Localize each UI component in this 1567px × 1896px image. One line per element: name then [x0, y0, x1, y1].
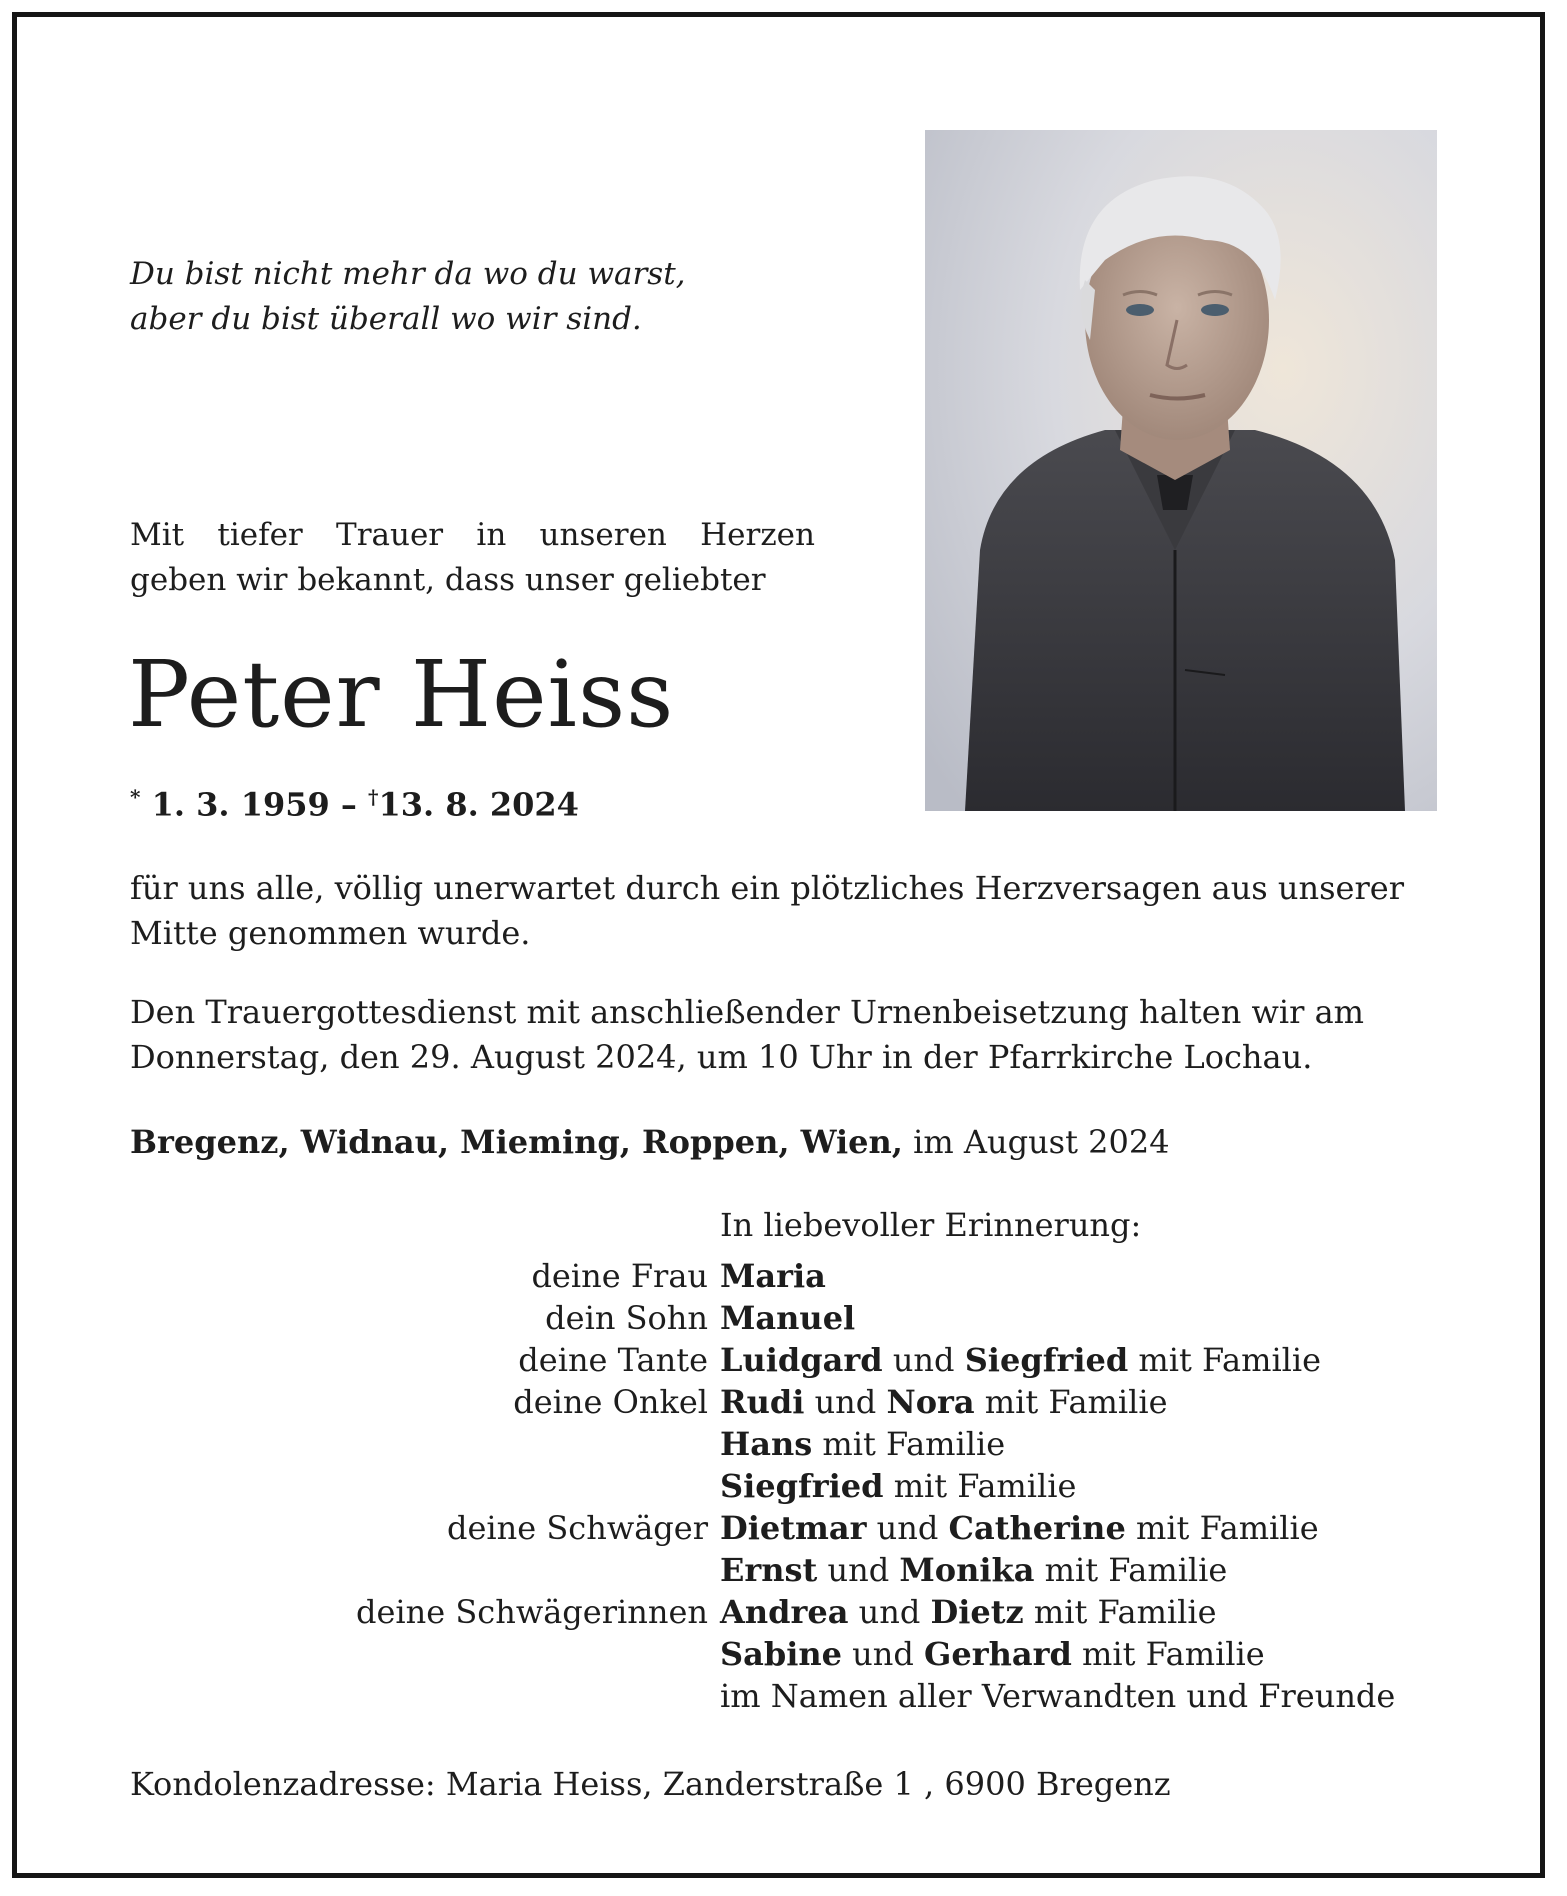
mourner-relation: deine Frau	[531, 1257, 708, 1295]
quote-line-1: Du bist nicht mehr da wo du warst,	[130, 256, 686, 292]
death-date: 13. 8. 2024	[378, 785, 579, 824]
mourner-name: Dietz	[930, 1593, 1024, 1631]
service-paragraph	[130, 990, 1440, 1080]
mourner-name: Monika	[899, 1551, 1035, 1589]
intro-line-2: geben wir bekannt, dass unser geliebter	[130, 562, 766, 598]
mourner-connector: mit Familie	[1034, 1551, 1228, 1589]
mourner-row	[130, 1339, 1450, 1381]
mourner-names	[720, 1633, 1265, 1675]
intro-line-1: Mit tiefer Trauer in unseren Herzen	[130, 517, 815, 553]
mourner-name: Luidgard	[720, 1341, 883, 1379]
mourner-name: Sabine	[720, 1635, 842, 1673]
mourner-row	[130, 1549, 1450, 1591]
mourner-names	[720, 1675, 1395, 1717]
memory-heading: In liebevoller Erinnerung:	[720, 1206, 1142, 1244]
mourner-connector: mit Familie	[1125, 1509, 1319, 1547]
mourner-row	[130, 1381, 1450, 1423]
mourner-names	[720, 1507, 1319, 1549]
mourner-row	[130, 1423, 1450, 1465]
mourner-connector: und	[848, 1593, 931, 1631]
mourner-relation: deine Schwägerinnen	[355, 1593, 708, 1631]
mourner-connector: und	[866, 1509, 949, 1547]
death-symbol: †	[368, 785, 379, 809]
places-towns: Bregenz, Widnau, Mieming, Roppen, Wien,	[130, 1123, 903, 1161]
places-date: im August 2024	[913, 1123, 1170, 1161]
mourner-row	[130, 1465, 1450, 1507]
mourner-name: Andrea	[720, 1593, 849, 1631]
mourner-names	[720, 1591, 1217, 1633]
mourner-name: Gerhard	[924, 1635, 1072, 1673]
mourner-relation: deine Schwäger	[446, 1509, 708, 1547]
birth-symbol: *	[130, 785, 141, 809]
mourner-name: Maria	[720, 1257, 826, 1295]
mourner-name: Hans	[720, 1425, 813, 1463]
mourner-names	[720, 1339, 1321, 1381]
portrait-photo	[925, 130, 1437, 811]
paragraph1-line-1: für uns alle, völlig unerwartet durch ein plötzliches Herzversagen aus unserer	[130, 869, 1404, 907]
mourner-name: Catherine	[948, 1509, 1126, 1547]
mourner-name: Siegfried	[720, 1467, 884, 1505]
mourner-connector: im Namen aller Verwandten und Freunde	[720, 1677, 1396, 1715]
intro-text	[130, 513, 815, 603]
mourner-names	[720, 1423, 1005, 1465]
mourner-connector: und	[842, 1635, 925, 1673]
life-dates	[130, 775, 579, 827]
mourner-relation: deine Onkel	[513, 1383, 708, 1421]
paragraph2-line-2: Donnerstag, den 29. August 2024, um 10 Uhr in der Pfarrkirche Lochau.	[130, 1038, 1313, 1076]
mourner-connector: und	[882, 1341, 965, 1379]
birth-date: 1. 3. 1959	[151, 785, 330, 824]
date-separator: –	[340, 785, 357, 824]
memorial-quote	[130, 252, 830, 342]
mourner-name: Nora	[886, 1383, 975, 1421]
deceased-name: Peter Heiss	[128, 641, 675, 748]
mourner-row	[130, 1633, 1450, 1675]
mourner-connector: mit Familie	[1071, 1635, 1265, 1673]
mourner-connector: und	[817, 1551, 900, 1589]
paragraph1-line-2: Mitte genommen wurde.	[130, 914, 531, 952]
mourner-names	[720, 1465, 1076, 1507]
mourner-names	[720, 1255, 826, 1297]
mourner-connector: mit Familie	[812, 1425, 1006, 1463]
mourner-row	[130, 1675, 1450, 1717]
mourner-connector: mit Familie	[1128, 1341, 1322, 1379]
mourner-relation: deine Tante	[518, 1341, 708, 1379]
mourner-name: Dietmar	[720, 1509, 867, 1547]
mourner-connector: mit Familie	[1023, 1593, 1217, 1631]
quote-line-2: aber du bist überall wo wir sind.	[130, 301, 642, 337]
mourner-name: Siegfried	[964, 1341, 1129, 1379]
mourner-row	[130, 1297, 1450, 1339]
mourner-name: Rudi	[720, 1383, 805, 1421]
mourner-row	[130, 1507, 1450, 1549]
announcement-paragraph	[130, 866, 1440, 956]
mourner-name: Ernst	[720, 1551, 818, 1589]
condolence-address: Kondolenzadresse: Maria Heiss, Zanderstraße 1 , 6900 Bregenz	[130, 1765, 1171, 1803]
mourner-relation: dein Sohn	[545, 1299, 708, 1337]
mourner-names	[720, 1297, 855, 1339]
mourner-row	[130, 1591, 1450, 1633]
mourner-connector: und	[804, 1383, 887, 1421]
mourner-names	[720, 1381, 1168, 1423]
mourner-connector: mit Familie	[974, 1383, 1168, 1421]
mourner-name: Manuel	[720, 1299, 856, 1337]
mourner-connector: mit Familie	[883, 1467, 1077, 1505]
paragraph2-line-1: Den Trauergottesdienst mit anschließender Urnenbeisetzung halten wir am	[130, 993, 1364, 1031]
mourner-row	[130, 1255, 1450, 1297]
mourners-list	[130, 1255, 1450, 1717]
places-line	[130, 1120, 1170, 1165]
mourner-names	[720, 1549, 1227, 1591]
